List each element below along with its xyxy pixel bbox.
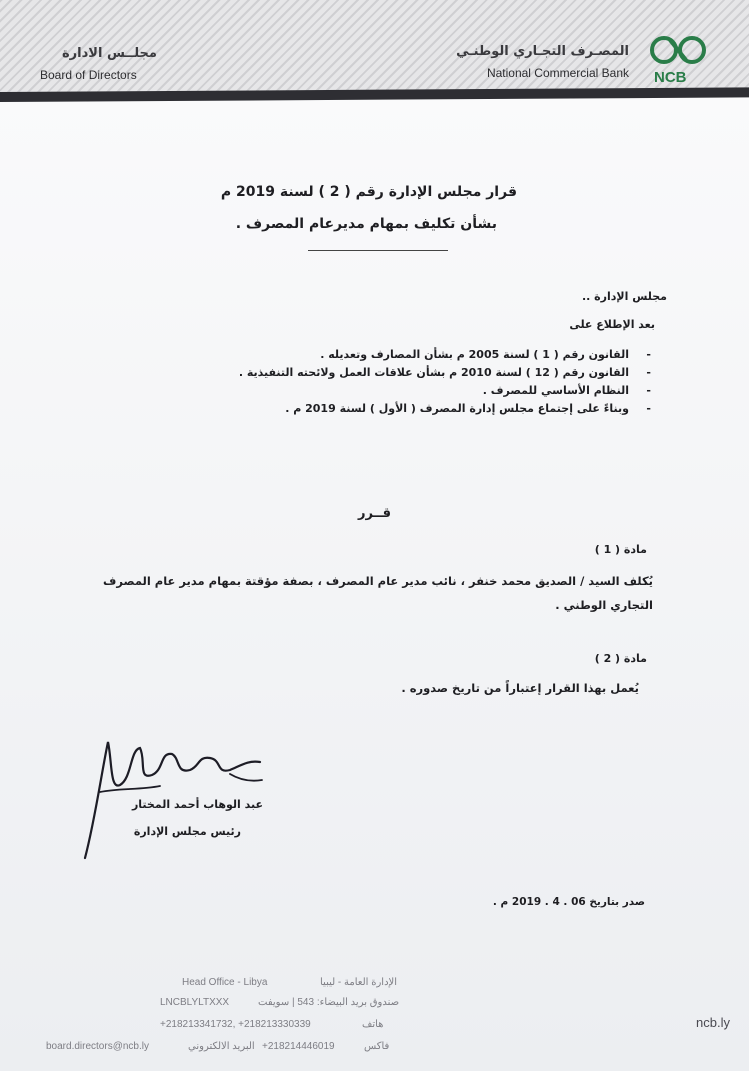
list-item: - القانون رقم ( 12 ) لسنة 2010 م بشأن علاقات العمل ولائحته التنفيذية . <box>238 366 651 379</box>
footer-head-office-ar: الإدارة العامة - ليبيا <box>320 977 398 988</box>
handwritten-signature <box>80 730 265 860</box>
footer-head-office-en: Head Office - Libya <box>182 977 268 988</box>
ncb-logo-icon <box>644 30 714 86</box>
council-heading: مجلس الإدارة .. <box>582 290 667 303</box>
footer-fax-label: فاكس <box>364 1041 390 1052</box>
board-name-english: Board of Directors <box>40 68 137 82</box>
bank-name-english: National Commercial Bank <box>486 66 629 80</box>
signatory-title: رئيس مجلس الإدارة <box>133 825 241 838</box>
decided-heading: قــرر <box>358 506 391 521</box>
list-item: - النظام الأساسي للمصرف . <box>482 384 651 397</box>
article-2-heading: مادة ( 2 ) <box>594 652 647 665</box>
after-review-heading: بعد الإطلاع على <box>569 318 655 331</box>
bank-name-arabic: المصـرف التجـاري الوطنـي <box>456 44 629 59</box>
issue-date: صدر بتاريخ 06 . 4 . 2019 م . <box>492 896 645 908</box>
signatory-name: عبد الوهاب أحمد المختار <box>131 798 263 811</box>
footer-website-link[interactable]: ncb.ly <box>696 1015 730 1030</box>
article-1-text-continued: التجاري الوطني . <box>555 598 653 612</box>
footer-email-label: البريد الالكتروني <box>188 1041 255 1052</box>
title-underline <box>308 250 448 251</box>
footer-fax: +218214446019 <box>262 1041 335 1052</box>
footer-phone-label: هاتف <box>362 1019 384 1030</box>
decision-title: قرار مجلس الإدارة رقم ( 2 ) لسنة 2019 م <box>220 184 517 200</box>
logo-text: NCB <box>654 69 687 86</box>
footer-phones: +218213341732, +218213330339 <box>160 1019 311 1030</box>
list-item: - القانون رقم ( 1 ) لسنة 2005 م بشأن المصارف وتعديله . <box>320 348 651 361</box>
article-1-heading: مادة ( 1 ) <box>594 543 647 556</box>
article-2-text: يُعمل بهذا القرار إعتباراً من تاريخ صدوره . <box>401 681 639 695</box>
footer-po-box: صندوق بريد البيضاء: 543 | سويفت <box>258 997 400 1008</box>
footer-email[interactable]: board.directors@ncb.ly <box>46 1041 149 1052</box>
article-1-text: يُكلف السيد / الصديق محمد خنفر ، نائب مدير عام المصرف ، بصفة مؤقتة بمهام مدير عام المصرف <box>102 574 653 588</box>
board-name-arabic: مجلــس الادارة <box>62 46 157 61</box>
list-item: - وبناءً على إجتماع مجلس إدارة المصرف ( الأول ) لسنة 2019 م . <box>285 402 651 415</box>
references-list <box>239 348 651 420</box>
footer-swift: LNCBLYLTXXX <box>160 997 230 1008</box>
decision-subtitle: بشأن تكليف بمهام مديرعام المصرف . <box>235 216 497 232</box>
